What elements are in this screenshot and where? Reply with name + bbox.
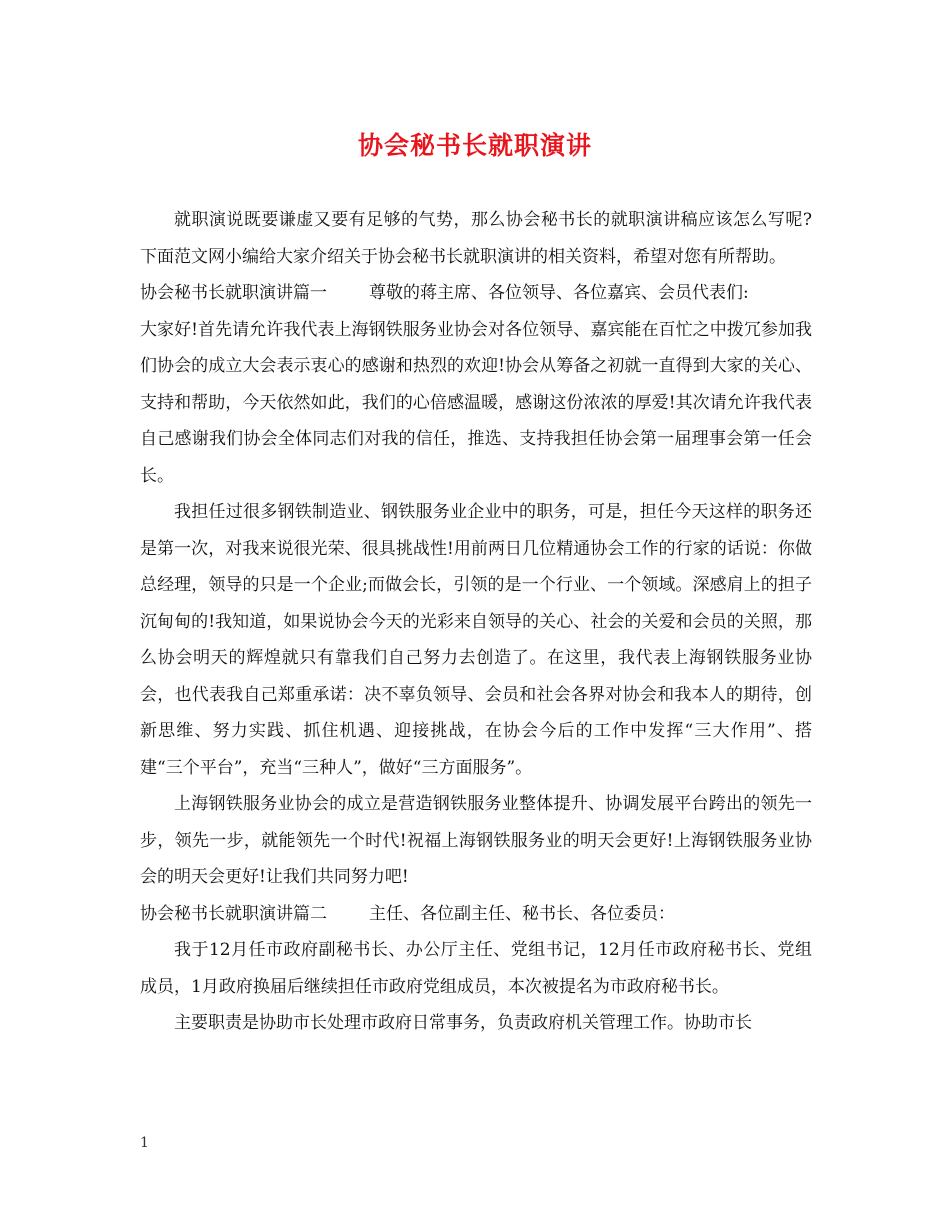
document-body: [140, 202, 812, 1042]
section-1-heading: 协会秘书长就职演讲篇一: [140, 283, 327, 303]
section-2-salutation: 主任、各位副主任、秘书长、各位委员：: [369, 903, 675, 924]
section-2-paragraph-2: 主要职责是协助市长处理市政府日常事务，负责政府机关管理工作。协助市长: [174, 1013, 752, 1033]
section-1-salutation: 尊敬的蒋主席、各位领导、各位嘉宾、会员代表们:: [369, 283, 749, 303]
intro-paragraph: 就职演说既要谦虚又要有足够的气势，那么协会秘书长的就职演讲稿应该怎么写呢?下面范文网小编给大家介绍关于协会秘书长就职演讲的相关资料，希望对您有所帮助。: [140, 210, 812, 267]
section-2-heading-line: [140, 896, 812, 933]
section-1-greeting-paragraph: 大家好!首先请允许我代表上海钢铁服务业协会对各位领导、嘉宾能在百忙之中拨冗参加我们协会的成立大会表示衷心的感谢和热烈的欢迎!协会从筹备之初就一直得到大家的关心、支持和帮助，今天依然如此，我们的心倍感温暖，感谢这份浓浓的厚爱!其次请允许我代表自己感谢我们协会全体同志们对我的信任，推选、支持我担任协会第一届理事会第一任会长。: [140, 319, 812, 486]
page-number: 1: [140, 1135, 149, 1151]
page-title: 协会秘书长就职演讲: [357, 131, 592, 160]
section-1-paragraph-3: 上海钢铁服务业协会的成立是营造钢铁服务业整体提升、协调发展平台跨出的领先一步，领先一步，就能领先一个时代!祝福上海钢铁服务业的明天会更好!上海钢铁服务业协会的明天会更好!让我们共同努力吧!: [140, 794, 812, 887]
section-1-paragraph-2: 我担任过很多钢铁制造业、钢铁服务业企业中的职务，可是，担任今天这样的职务还是第一次，对我来说很光荣、很具挑战性!用前两日几位精通协会工作的行家的话说：你做总经理，领导的只是一个企业;而做会长，引领的是一个行业、一个领域。深感肩上的担子沉甸甸的!我知道，如果说协会今天的光彩来自领导的关心、社会的关爱和会员的关照，那么协会明天的辉煌就只有靠我们自己努力去创造了。在这里，我代表上海钢铁服务业协会，也代表我自己郑重承诺：决不辜负领导、会员和社会各界对协会和我本人的期待，创新思维、努力实践、抓住机遇、迎接挑战，在协会今后的工作中发挥“三大作用”、搭建“三个平台”，充当“三种人”，做好“三方面服务”。: [140, 502, 812, 778]
section-2-heading: 协会秘书长就职演讲篇二: [140, 903, 327, 924]
section-1-heading-line: [140, 275, 812, 312]
section-2-paragraph-1: 我于12月任市政府副秘书长、办公厅主任、党组书记，12月任市政府秘书长、党组成员，1月政府换届后继续担任市政府党组成员，本次被提名为市政府秘书长。: [140, 940, 812, 997]
